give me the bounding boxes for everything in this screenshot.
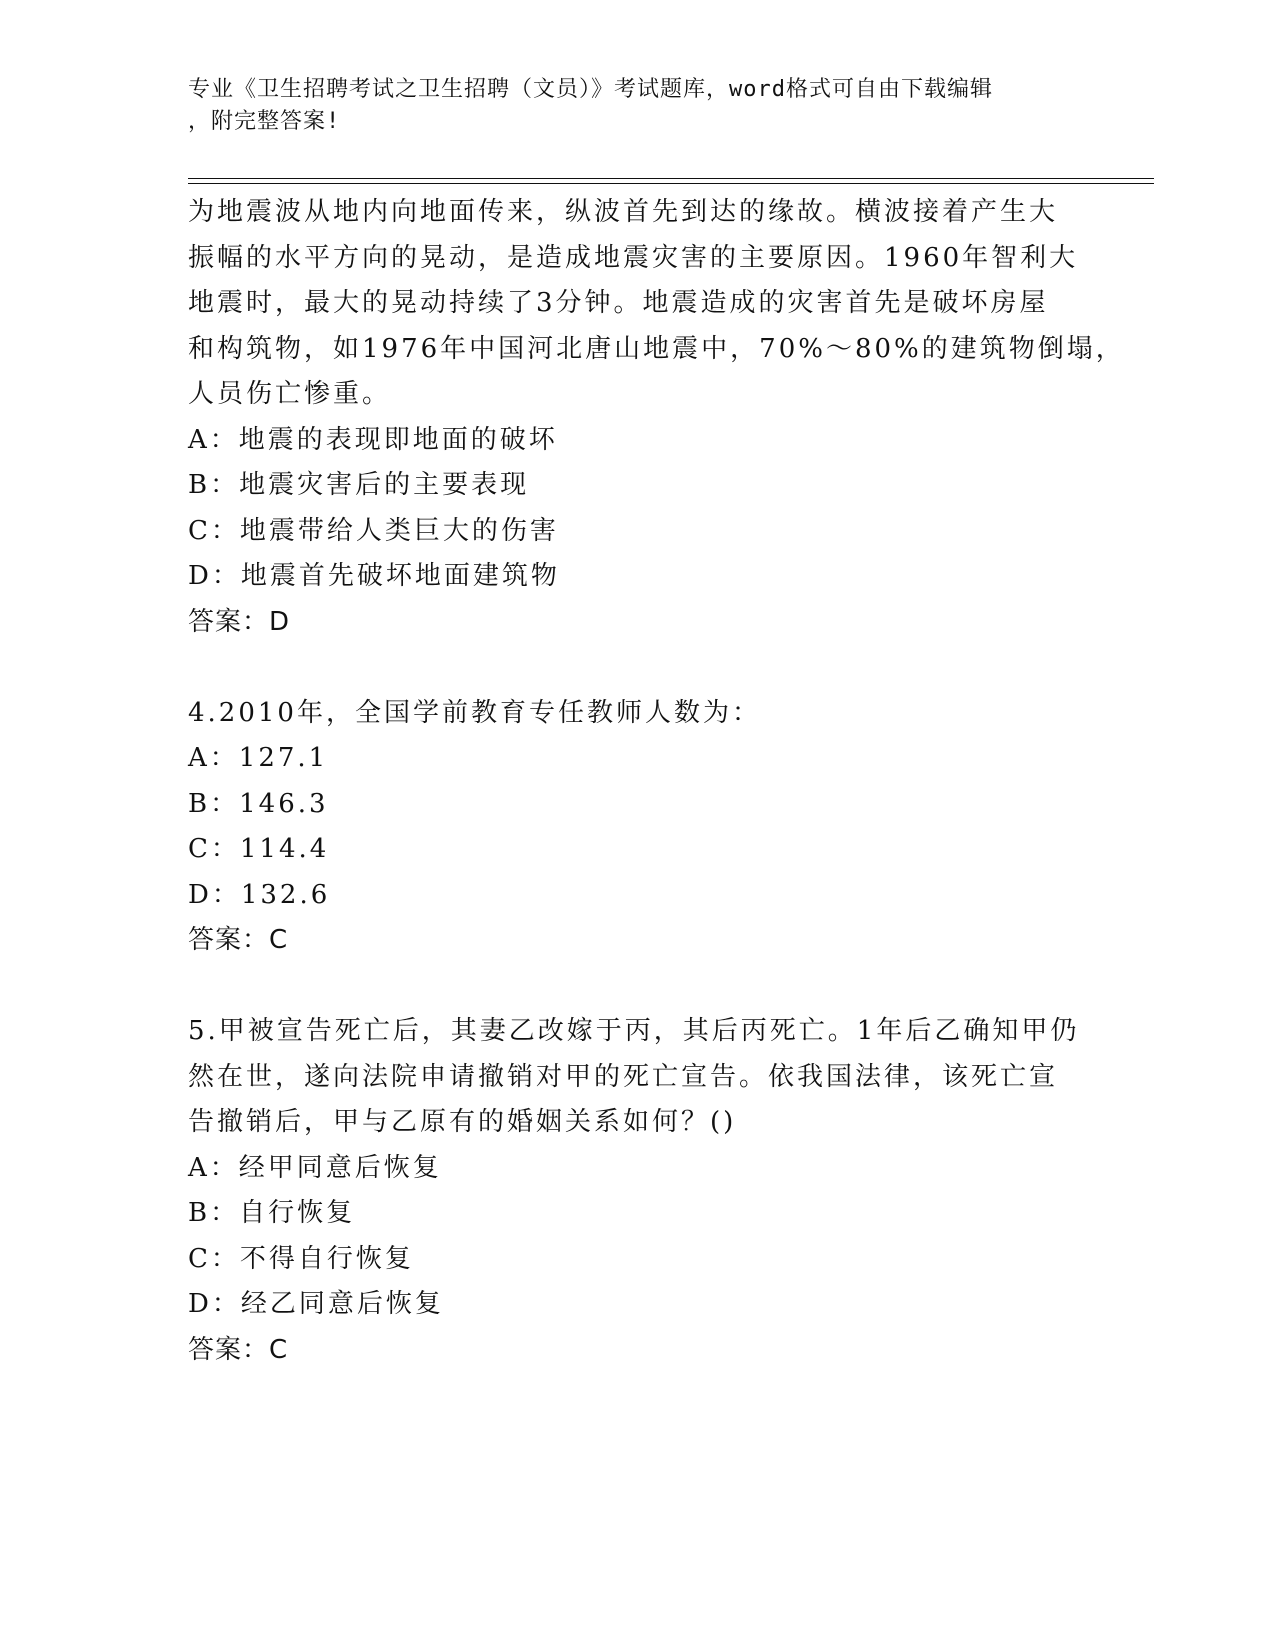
question-text-line: 振幅的水平方向的晃动，是造成地震灾害的主要原因。1960年智利大 xyxy=(188,242,1079,273)
question-3-block xyxy=(188,190,1125,645)
option-a: A：经甲同意后恢复 xyxy=(188,1152,442,1183)
spacer xyxy=(188,645,1088,691)
option-a: A：地震的表现即地面的破坏 xyxy=(188,424,558,455)
question-text-line: 为地震波从地内向地面传来，纵波首先到达的缘故。横波接着产生大 xyxy=(188,197,1059,227)
option-c: C：114.4 xyxy=(188,834,330,864)
answer-label: 答案：C xyxy=(188,925,289,955)
question-text-line: 人员伤亡惨重。 xyxy=(188,379,392,409)
answer-label: 答案：D xyxy=(188,606,291,637)
header-line-2: ，附完整答案! xyxy=(188,109,341,134)
option-b: B：自行恢复 xyxy=(188,1198,356,1228)
header-line-1: 专业《卫生招聘考试之卫生招聘（文员）》考试题库，word格式可自由下载编辑 xyxy=(188,77,993,102)
question-4-block xyxy=(188,691,1088,964)
document-body xyxy=(188,190,1125,1373)
option-d: D：地震首先破坏地面建筑物 xyxy=(188,561,560,591)
question-stem-line: 然在世，遂向法院申请撤销对甲的死亡宣告。依我国法律，该死亡宣 xyxy=(188,1061,1059,1092)
question-5-block xyxy=(188,1009,1088,1373)
page-header xyxy=(188,74,1088,138)
option-d: D：132.6 xyxy=(188,879,331,910)
option-b: B：地震灾害后的主要表现 xyxy=(188,470,530,500)
option-c: C：不得自行恢复 xyxy=(188,1243,414,1274)
question-text-line: 和构筑物，如1976年中国河北唐山地震中，70%～80%的建筑物倒塌， xyxy=(188,333,1125,364)
question-stem-line: 5.甲被宣告死亡后，其妻乙改嫁于丙，其后丙死亡。1年后乙确知甲仍 xyxy=(188,1016,1080,1046)
option-b: B：146.3 xyxy=(188,788,329,819)
spacer xyxy=(188,964,1088,1010)
option-d: D：经乙同意后恢复 xyxy=(188,1289,444,1319)
question-stem-line: 告撤销后，甲与乙原有的婚姻关系如何？() xyxy=(188,1107,737,1137)
option-a: A：127.1 xyxy=(188,743,329,773)
question-text-line: 地震时，最大的晃动持续了3分钟。地震造成的灾害首先是破坏房屋 xyxy=(188,288,1049,318)
answer-label: 答案：C xyxy=(188,1334,289,1365)
header-divider-top xyxy=(188,178,1154,179)
header-divider-bottom xyxy=(188,183,1154,184)
option-c: C：地震带给人类巨大的伤害 xyxy=(188,515,559,546)
question-stem: 4.2010年，全国学前教育专任教师人数为： xyxy=(188,697,761,728)
